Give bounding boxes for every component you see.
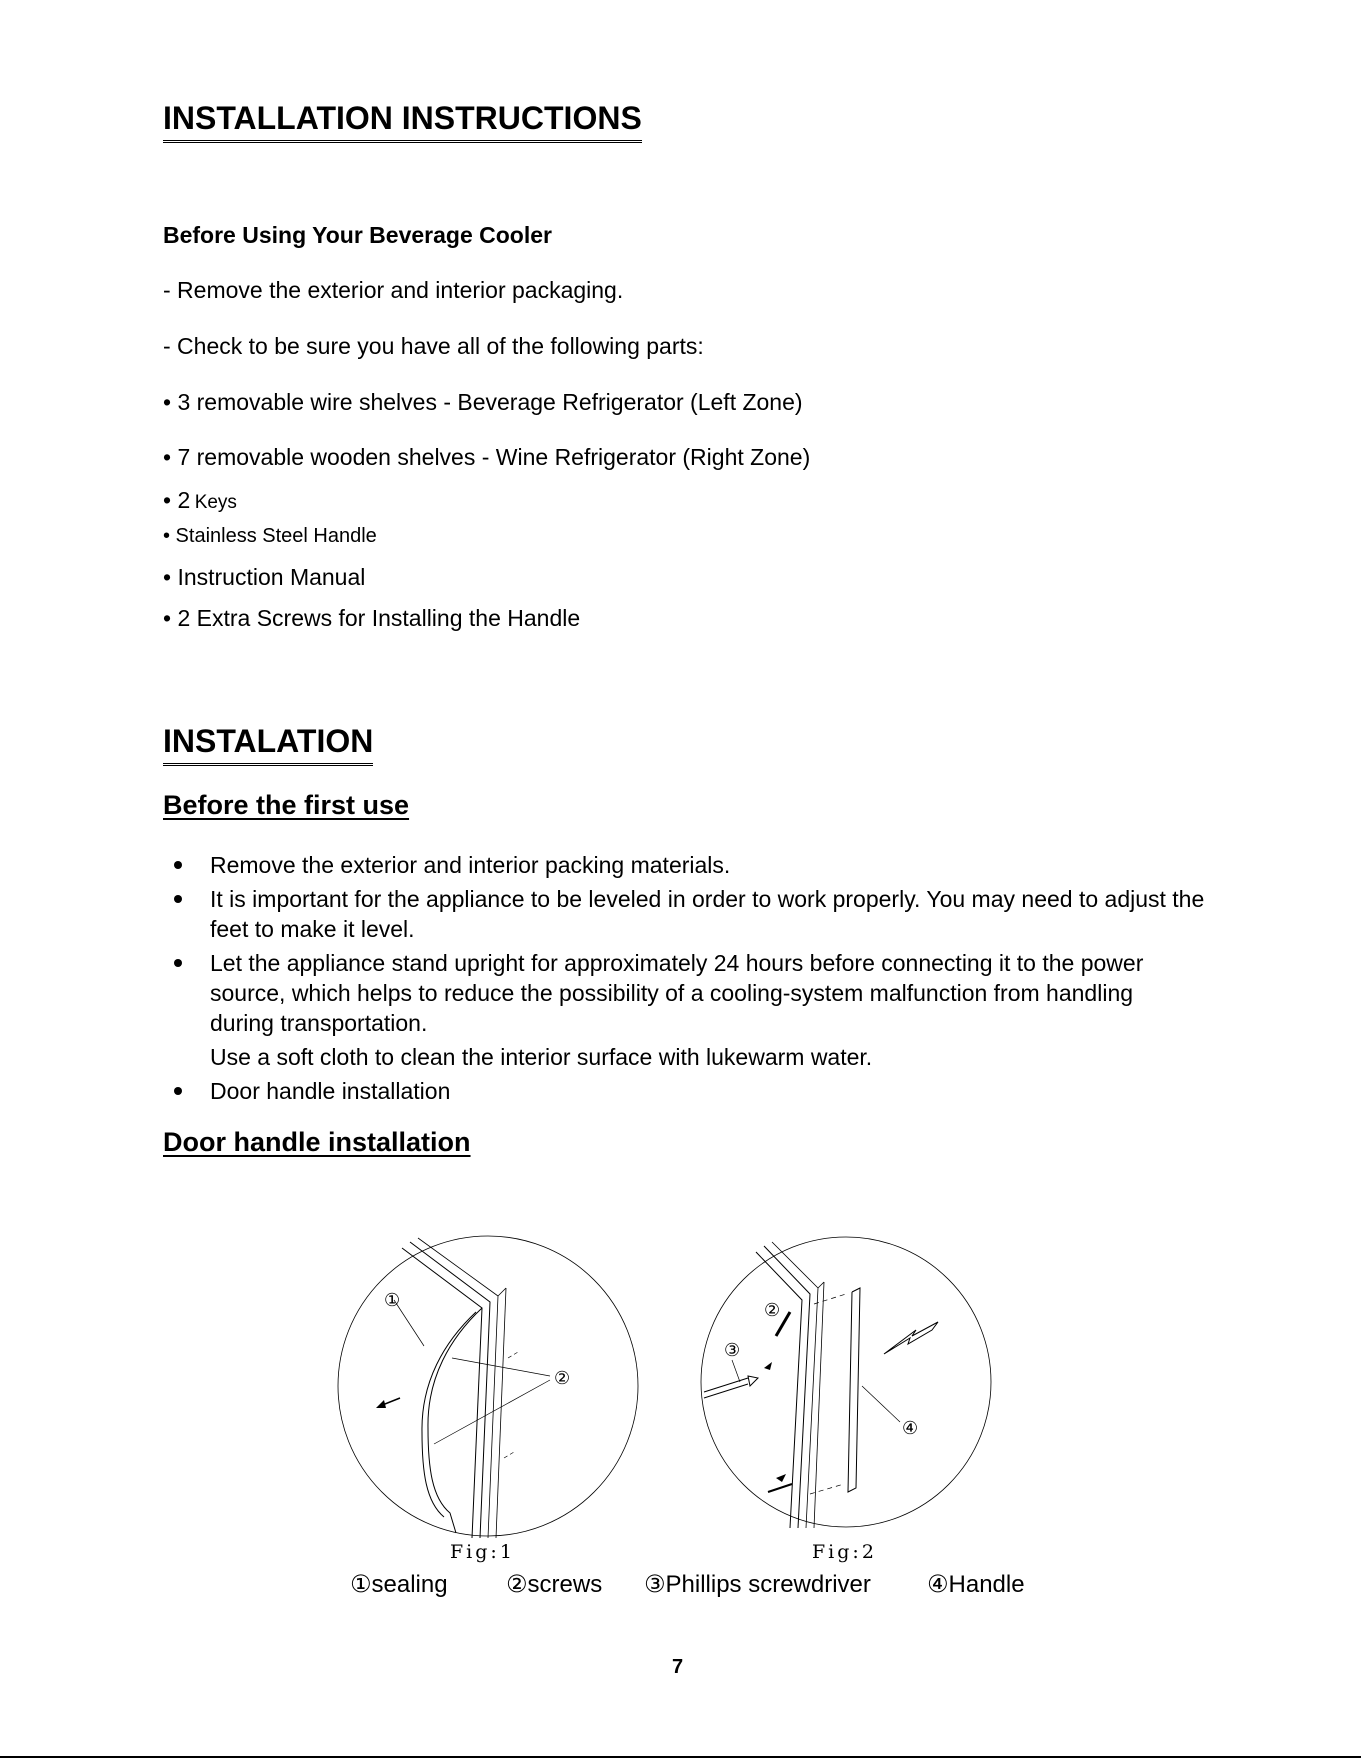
list-item	[170, 1076, 1210, 1106]
door-frame-line	[402, 1248, 482, 1538]
part-keys-count: • 2	[163, 487, 191, 513]
door-frame-line	[498, 1288, 506, 1296]
arrow-icon	[884, 1322, 938, 1354]
screw-icon	[768, 1484, 792, 1492]
figure-2-outline	[701, 1237, 991, 1527]
first-use-list	[170, 850, 1210, 1106]
guide-line	[504, 1452, 514, 1458]
label-1: ①	[384, 1290, 401, 1311]
figure-1-caption: Fig:1	[450, 1541, 515, 1563]
guide-line	[508, 1352, 518, 1358]
arrow-head-icon	[376, 1400, 386, 1408]
door-frame-line	[496, 1288, 506, 1538]
extra-line-text: Use a soft cloth to clean the interior surface with lukewarm water.	[210, 1044, 873, 1070]
figure-2-diagram	[696, 1232, 996, 1532]
instalation-heading-text: INSTALATION	[163, 723, 374, 759]
instruction-line-remove: - Remove the exterior and interior packaging.	[163, 277, 624, 303]
list-item-text: It is important for the appliance to be leveled in order to work properly. You may need to adjust the feet to make it level.	[210, 886, 1205, 942]
legend-screwdriver: ③Phillips screwdriver	[644, 1571, 871, 1598]
screwdriver-icon	[704, 1384, 748, 1398]
instruction-line-check: - Check to be sure you have all of the following parts:	[163, 333, 704, 359]
list-item-text: Remove the exterior and interior packing materials.	[210, 852, 731, 878]
list-item-text: Let the appliance stand upright for approximately 24 hours before connecting it to the power source, which helps to reduce the possibility of a cooling-system malfunction from handling during transportation.	[210, 950, 1144, 1036]
arrow-head-icon	[764, 1362, 772, 1370]
bullet-dot	[174, 861, 182, 869]
legend-sealing: ①sealing	[350, 1571, 448, 1598]
part-wire-shelves: • 3 removable wire shelves - Beverage Refrigerator (Left Zone)	[163, 389, 803, 415]
leader-line	[862, 1386, 900, 1422]
sealing-strip	[422, 1312, 476, 1517]
figure-1-diagram	[332, 1228, 644, 1544]
screwdriver-icon	[704, 1378, 748, 1392]
figure-1-outline	[338, 1236, 638, 1536]
page-title-text: INSTALLATION INSTRUCTIONS	[163, 100, 642, 136]
list-item-text: Door handle installation	[210, 1078, 451, 1104]
part-extra-screws: • 2 Extra Screws for Installing the Handle	[163, 605, 581, 631]
leader-line	[452, 1358, 550, 1376]
legend-screws: ②screws	[506, 1571, 603, 1598]
list-item	[170, 948, 1210, 1072]
part-keys	[163, 487, 237, 514]
door-handle-heading: Door handle installation	[163, 1127, 471, 1157]
bullet-dot	[174, 895, 182, 903]
list-item	[170, 850, 1210, 880]
handle-bar	[848, 1288, 860, 1492]
list-item	[170, 884, 1210, 944]
label-2: ②	[764, 1300, 781, 1321]
bottom-rule	[0, 1756, 1361, 1758]
door-frame-line	[756, 1252, 802, 1528]
door-frame-line	[818, 1282, 824, 1288]
screwdriver-tip-icon	[748, 1376, 758, 1386]
leader-line	[732, 1360, 740, 1382]
before-using-heading: Before Using Your Beverage Cooler	[163, 222, 552, 248]
page-title	[163, 100, 642, 143]
part-keys-label: Keys	[194, 492, 237, 513]
part-wooden-shelves: • 7 removable wooden shelves - Wine Refrigerator (Right Zone)	[163, 444, 811, 470]
part-handle: • Stainless Steel Handle	[163, 525, 377, 547]
figure-2-caption: Fig:2	[812, 1541, 877, 1563]
label-3: ③	[724, 1340, 741, 1361]
guide-line	[814, 1294, 846, 1304]
bullet-dot	[174, 1087, 182, 1095]
door-frame-line	[772, 1242, 818, 1528]
instalation-heading	[163, 723, 373, 766]
label-2: ②	[554, 1368, 571, 1389]
label-4: ④	[902, 1418, 919, 1439]
part-manual: • Instruction Manual	[163, 564, 366, 590]
legend-handle: ④Handle	[927, 1571, 1025, 1598]
bullet-dot	[174, 959, 182, 967]
first-use-heading: Before the first use	[163, 790, 410, 820]
page-number: 7	[672, 1656, 684, 1678]
arrow-head-icon	[776, 1474, 786, 1482]
